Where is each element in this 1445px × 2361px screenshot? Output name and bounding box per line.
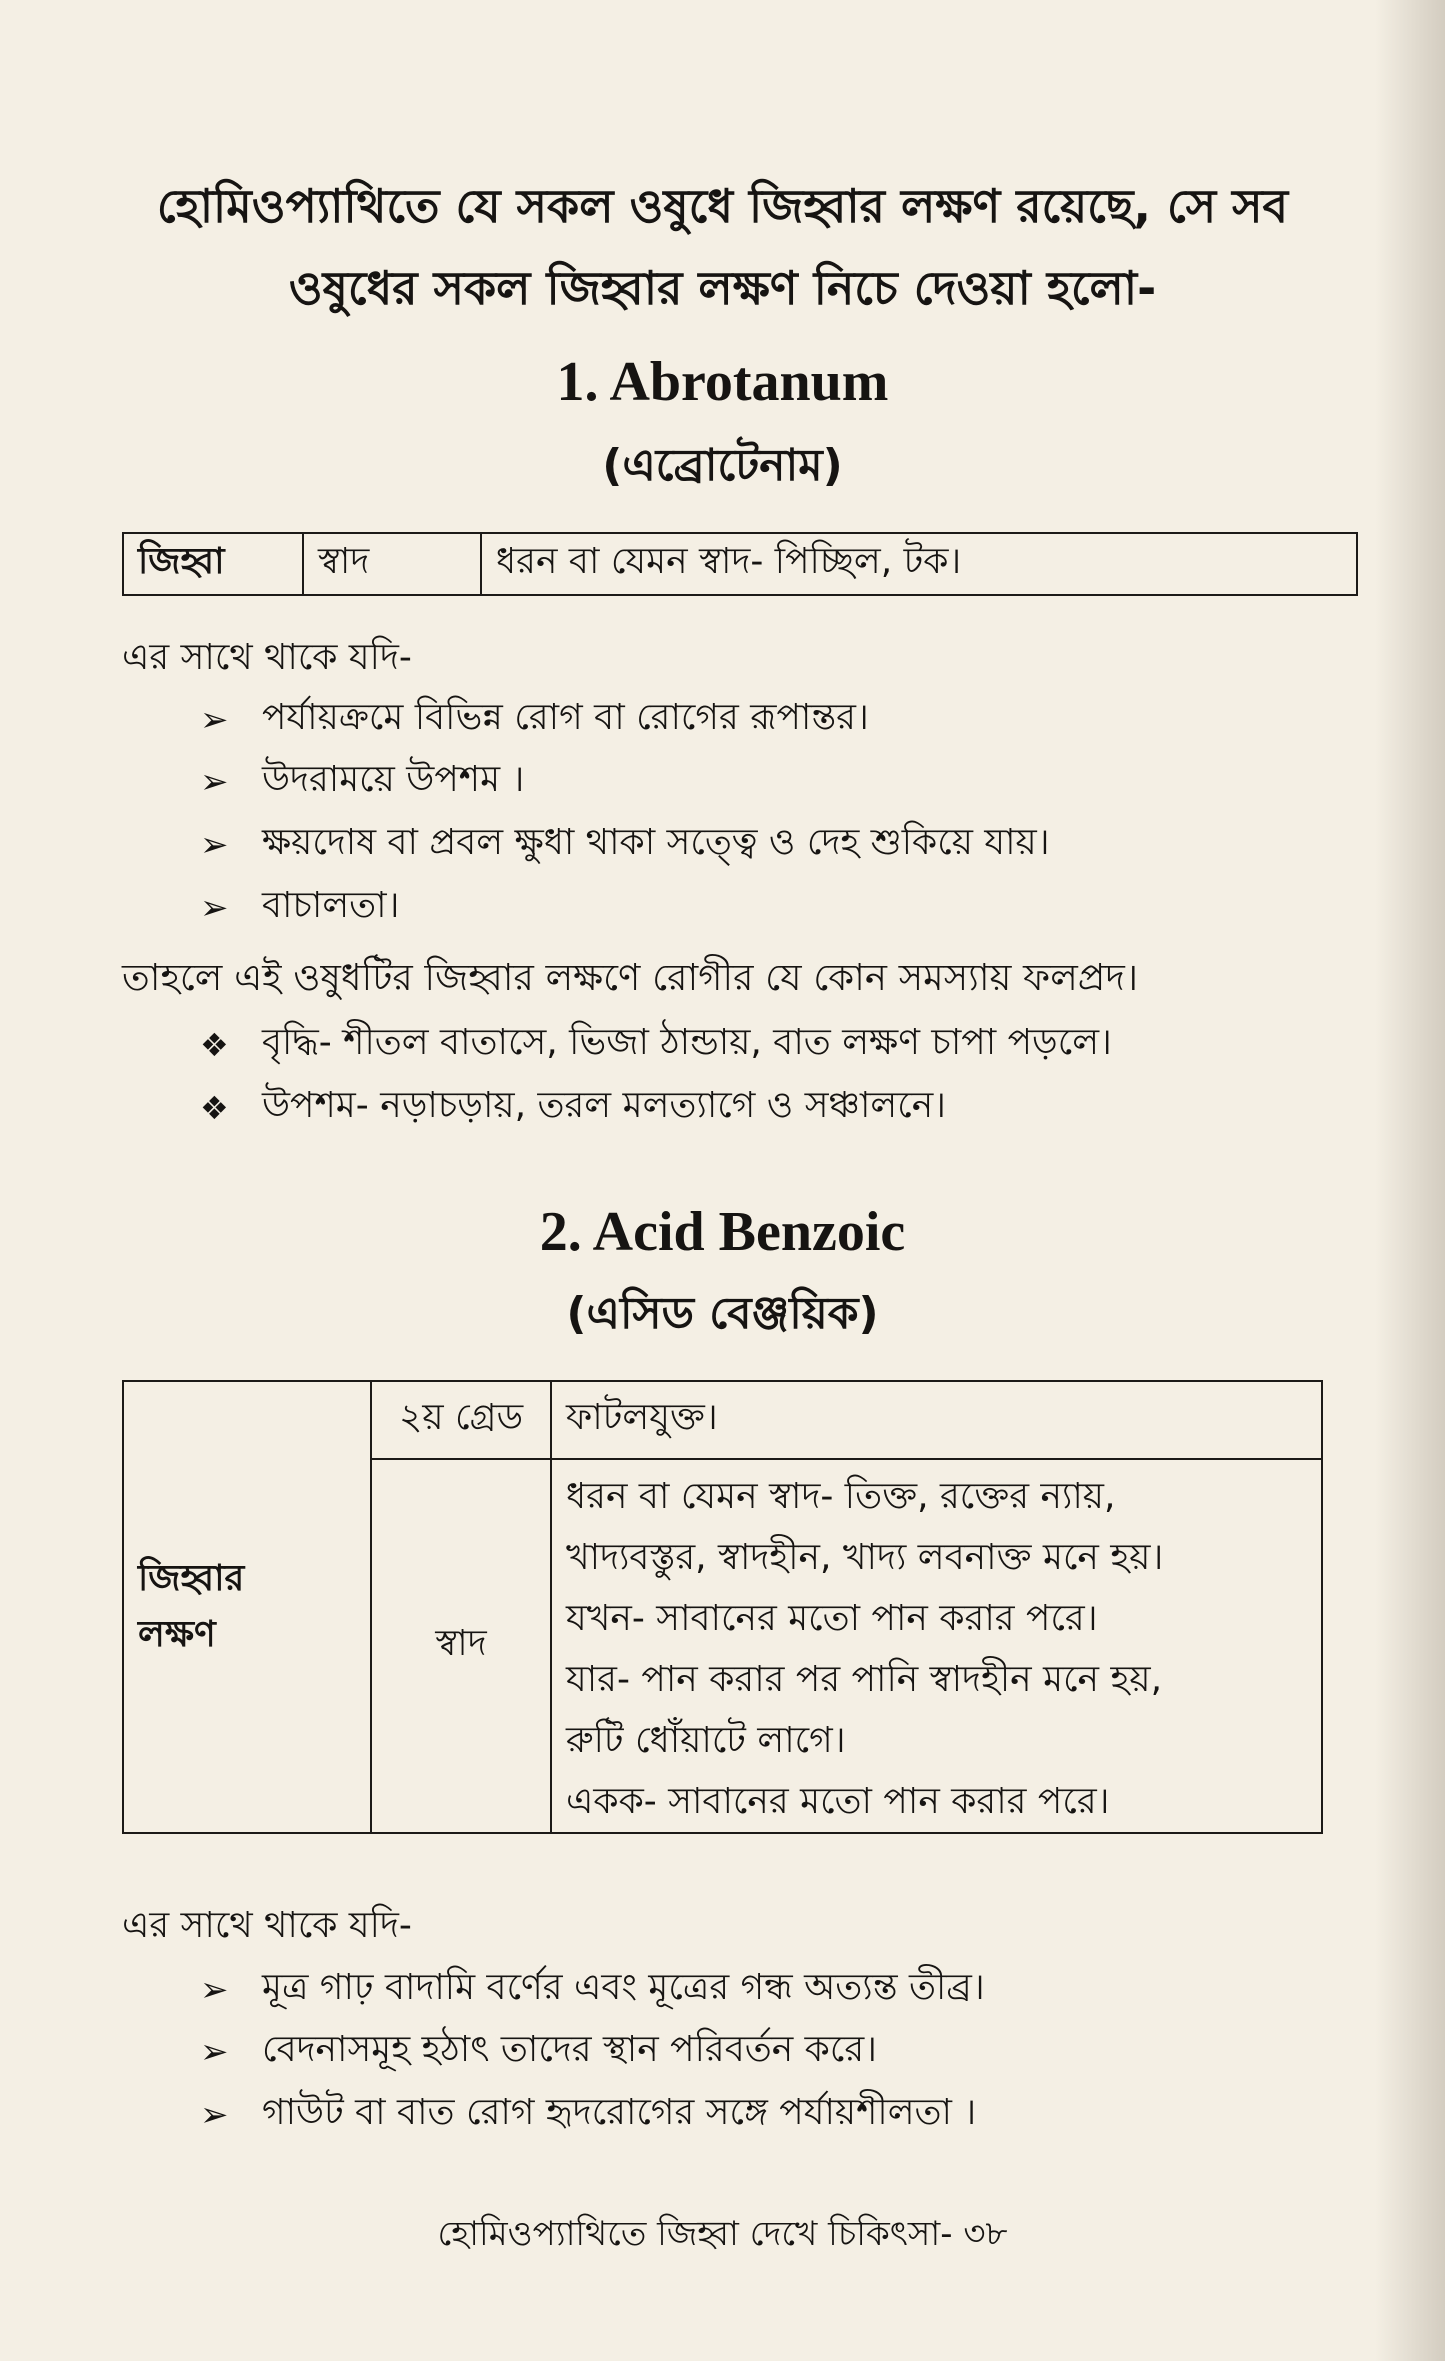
table-cell-taste: স্বাদ (371, 1459, 551, 1833)
list-item-text: গাউট বা বাত রোগ হৃদরোগের সঙ্গে পর্যায়শীলতা । (262, 2092, 977, 2133)
table-cell-symptom: ধরন বা যেমন স্বাদ- পিচ্ছিল, টক। (481, 533, 1357, 595)
list-item-text: বেদনাসমূহ হঠাৎ তাদের স্থান পরিবর্তন করে। (262, 2029, 878, 2070)
remedy-2-intro: এর সাথে থাকে যদি- (122, 1905, 412, 1946)
symptom-line: রুটি ধোঁয়াটে লাগে। (566, 1720, 846, 1761)
arrow-bullet-icon: ➢ (200, 1970, 229, 2010)
arrow-bullet-icon: ➢ (200, 2095, 229, 2135)
table-cell-aspect: স্বাদ (303, 533, 481, 595)
page-heading (100, 165, 1345, 329)
diamond-bullet-icon: ❖ (200, 1026, 229, 1064)
remedy-1-conclusion: তাহলে এই ওষুধটির জিহ্বার লক্ষণে রোগীর যে কোন সমস্যায় ফলপ্রদ। (122, 956, 1139, 999)
list-item (200, 690, 869, 750)
list-item-text: পর্যায়ক্রমে বিভিন্ন রোগ বা রোগের রূপান্তর। (262, 697, 869, 738)
symptom-line: একক- সাবানের মতো পান করার পরে। (566, 1781, 1110, 1822)
remedy-1-title: 1. Abrotanum (556, 351, 889, 413)
remedy-2-title: 2. Acid Benzoic (539, 1201, 906, 1263)
diamond-bullet-icon: ❖ (200, 1089, 229, 1127)
modality-text: উপশম- নড়াচড়ায়, তরল মলত্যাগে ও সঞ্চালনে। (262, 1085, 947, 1126)
table-cell-taste-symptoms (551, 1459, 1322, 1833)
list-item (200, 752, 524, 812)
table-cell-grade: ২য় গ্রেড (371, 1381, 551, 1459)
list-item-text: মূত্র গাঢ় বাদামি বর্ণের এবং মূত্রের গন্ধ অত্যন্ত তীব্র। (262, 1967, 985, 2008)
list-item-text: উদরাময়ে উপশম । (262, 759, 525, 800)
list-item (200, 1960, 985, 2020)
remedy-1-intro: এর সাথে থাকে যদি- (122, 637, 412, 678)
symptom-line: ধরন বা যেমন স্বাদ- তিক্ত, রক্তের ন্যায়, (566, 1476, 1116, 1517)
modality-text: বৃদ্ধি- শীতল বাতাসে, ভিজা ঠান্ডায়, বাত লক্ষণ চাপা পড়লে। (262, 1022, 1112, 1063)
list-item (200, 815, 1050, 875)
heading-line-1: হোমিওপ্যাথিতে যে সকল ওষুধে জিহ্বার লক্ষণ রয়েছে, সে সব (156, 179, 1289, 233)
organ-label-line-1: জিহ্বার (138, 1558, 245, 1599)
arrow-bullet-icon: ➢ (200, 700, 229, 740)
table-cell-organ (123, 1381, 371, 1833)
arrow-bullet-icon: ➢ (200, 888, 229, 928)
modality-item (200, 1015, 1112, 1075)
list-item (200, 2085, 976, 2145)
heading-line-2: ওষুধের সকল জিহ্বার লক্ষণ নিচে দেওয়া হলো- (288, 261, 1157, 315)
table-cell-grade-value: ফাটলযুক্ত। (551, 1381, 1322, 1459)
remedy-2-table (122, 1380, 1323, 1834)
modality-item (200, 1078, 946, 1138)
symptom-line: যার- পান করার পর পানি স্বাদহীন মনে হয়, (566, 1659, 1163, 1700)
organ-label-line-2: লক্ষণ (138, 1614, 216, 1655)
remedy-2-subtitle: (এসিড বেঞ্জয়িক) (566, 1288, 879, 1339)
list-item-text: বাচালতা। (262, 885, 400, 926)
page-footer: হোমিওপ্যাথিতে জিহ্বা দেখে চিকিৎসা- ৩৮ (437, 2214, 1008, 2254)
arrow-bullet-icon: ➢ (200, 2032, 229, 2072)
list-item-text: ক্ষয়দোষ বা প্রবল ক্ষুধা থাকা সত্ত্বে ও দেহ শুকিয়ে যায়। (262, 822, 1050, 863)
remedy-1-table (122, 532, 1358, 596)
table-cell-organ: জিহ্বা (123, 533, 303, 595)
list-item (200, 878, 400, 938)
arrow-bullet-icon: ➢ (200, 825, 229, 865)
symptom-line: খাদ্যবস্তুর, স্বাদহীন, খাদ্য লবনাক্ত মনে হয়। (566, 1537, 1164, 1578)
list-item (200, 2022, 877, 2082)
arrow-bullet-icon: ➢ (200, 762, 229, 802)
remedy-1-subtitle: (এব্রোটেনাম) (602, 440, 843, 491)
symptom-line: যখন- সাবানের মতো পান করার পরে। (566, 1598, 1098, 1639)
